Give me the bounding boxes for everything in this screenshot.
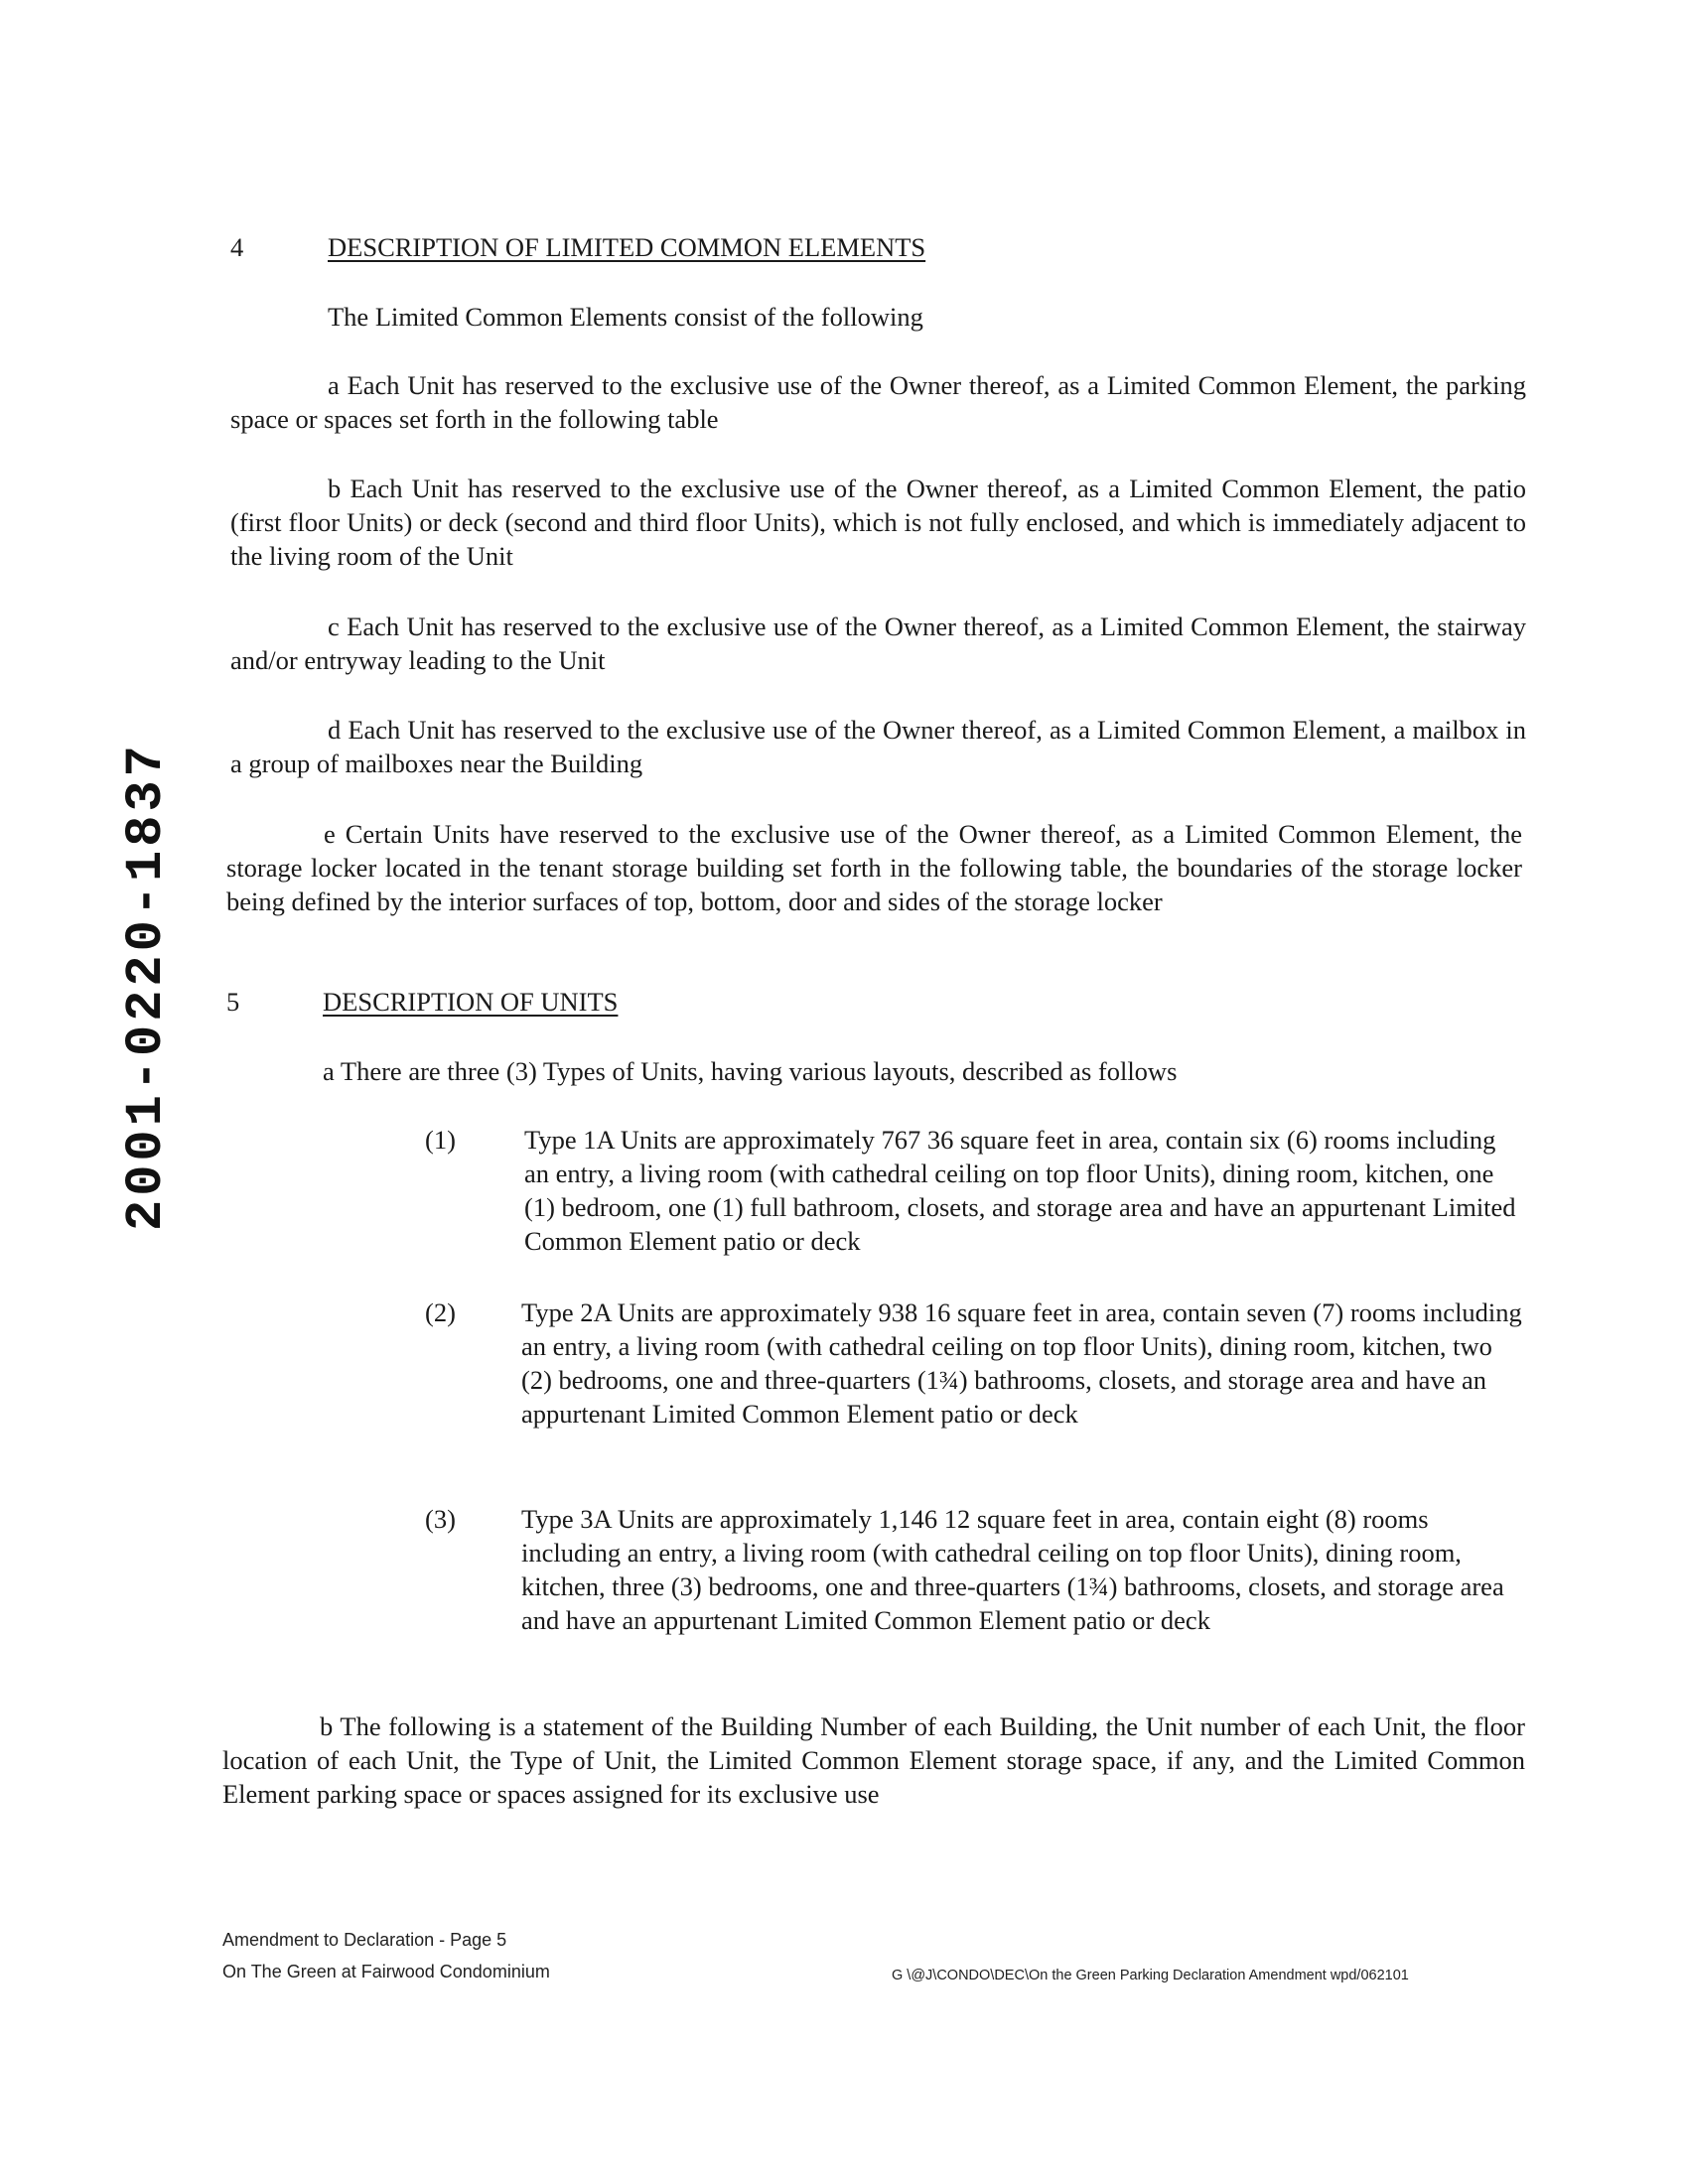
- unit-type-2-number: (2): [425, 1297, 456, 1327]
- section-5-heading: DESCRIPTION OF UNITS: [323, 987, 619, 1017]
- section-4-item-b: b Each Unit has reserved to the exclusive use of the Owner thereof, as a Limited Common Element, the patio (first floor Units) or deck (second and third floor Units), which is not fully enclosed, and which is immediately adjacent to the living room of the Unit: [230, 474, 1526, 571]
- section-4-heading: DESCRIPTION OF LIMITED COMMON ELEMENTS: [328, 232, 926, 262]
- footer-file-path: G \@J\CONDO\DEC\On the Green Parking Declaration Amendment wpd/062101: [892, 1968, 1409, 1983]
- unit-type-3-number: (3): [425, 1504, 456, 1534]
- unit-type-1-number: (1): [425, 1125, 456, 1155]
- recording-stamp: [117, 735, 177, 1231]
- section-4-number: 4: [230, 232, 244, 262]
- section-4-item-a: a Each Unit has reserved to the exclusive use of the Owner thereof, as a Limited Common Element, the parking space or spaces set forth in the following table: [230, 370, 1526, 434]
- section-4-intro: The Limited Common Elements consist of the following: [328, 302, 923, 332]
- section-4-item-c: c Each Unit has reserved to the exclusive use of the Owner thereof, as a Limited Common Element, the stairway and/or entryway leading to the Unit: [230, 612, 1526, 675]
- footer-title: Amendment to Declaration - Page 5: [222, 1930, 507, 1950]
- unit-type-3-text: Type 3A Units are approximately 1,146 12 square feet in area, contain eight (8) rooms including an entry, a living room (with cathedral ceiling on top floor Units), dining room, kitchen, three (3) bedrooms, one and three-quarters (1¾) bathrooms, closets, and storage area and have an appurtenant Limited Common Element patio or deck: [521, 1504, 1504, 1635]
- section-5-item-a: a There are three (3) Types of Units, having various layouts, described as follows: [323, 1056, 1178, 1086]
- recording-number: 2001-0220-1837: [117, 742, 176, 1231]
- section-5-number: 5: [226, 987, 240, 1017]
- section-4-item-e: e Certain Units have reserved to the exclusive use of the Owner thereof, as a Limited Common Element, the storage locker located in the tenant storage building set forth in the following table, the boundaries of the storage locker being defined by the interior surfaces of top, bottom, door and sides of the storage locker: [226, 819, 1522, 916]
- unit-type-2-text: Type 2A Units are approximately 938 16 square feet in area, contain seven (7) rooms including an entry, a living room (with cathedral ceiling on top floor Units), dining room, kitchen, two (2) bedrooms, one and three-quarters (1¾) bathrooms, closets, and storage area and have an appurtenant Limited Common Element patio or deck: [521, 1297, 1522, 1429]
- unit-type-1-text: Type 1A Units are approximately 767 36 square feet in area, contain six (6) rooms including an entry, a living room (with cathedral ceiling on top floor Units), dining room, kitchen, one (1) bedroom, one (1) full bathroom, closets, and storage area and have an appurtenant Limited Common Element patio or deck: [524, 1125, 1516, 1256]
- section-4-item-d: d Each Unit has reserved to the exclusive use of the Owner thereof, as a Limited Common Element, a mailbox in a group of mailboxes near the Building: [230, 715, 1526, 778]
- footer-project-name: On The Green at Fairwood Condominium: [222, 1962, 550, 1981]
- section-5-item-b: b The following is a statement of the Building Number of each Building, the Unit number of each Unit, the floor location of each Unit, the Type of Unit, the Limited Common Element storage space, if any, and the Limited Common Element parking space or spaces assigned for its exclusive use: [222, 1711, 1525, 1809]
